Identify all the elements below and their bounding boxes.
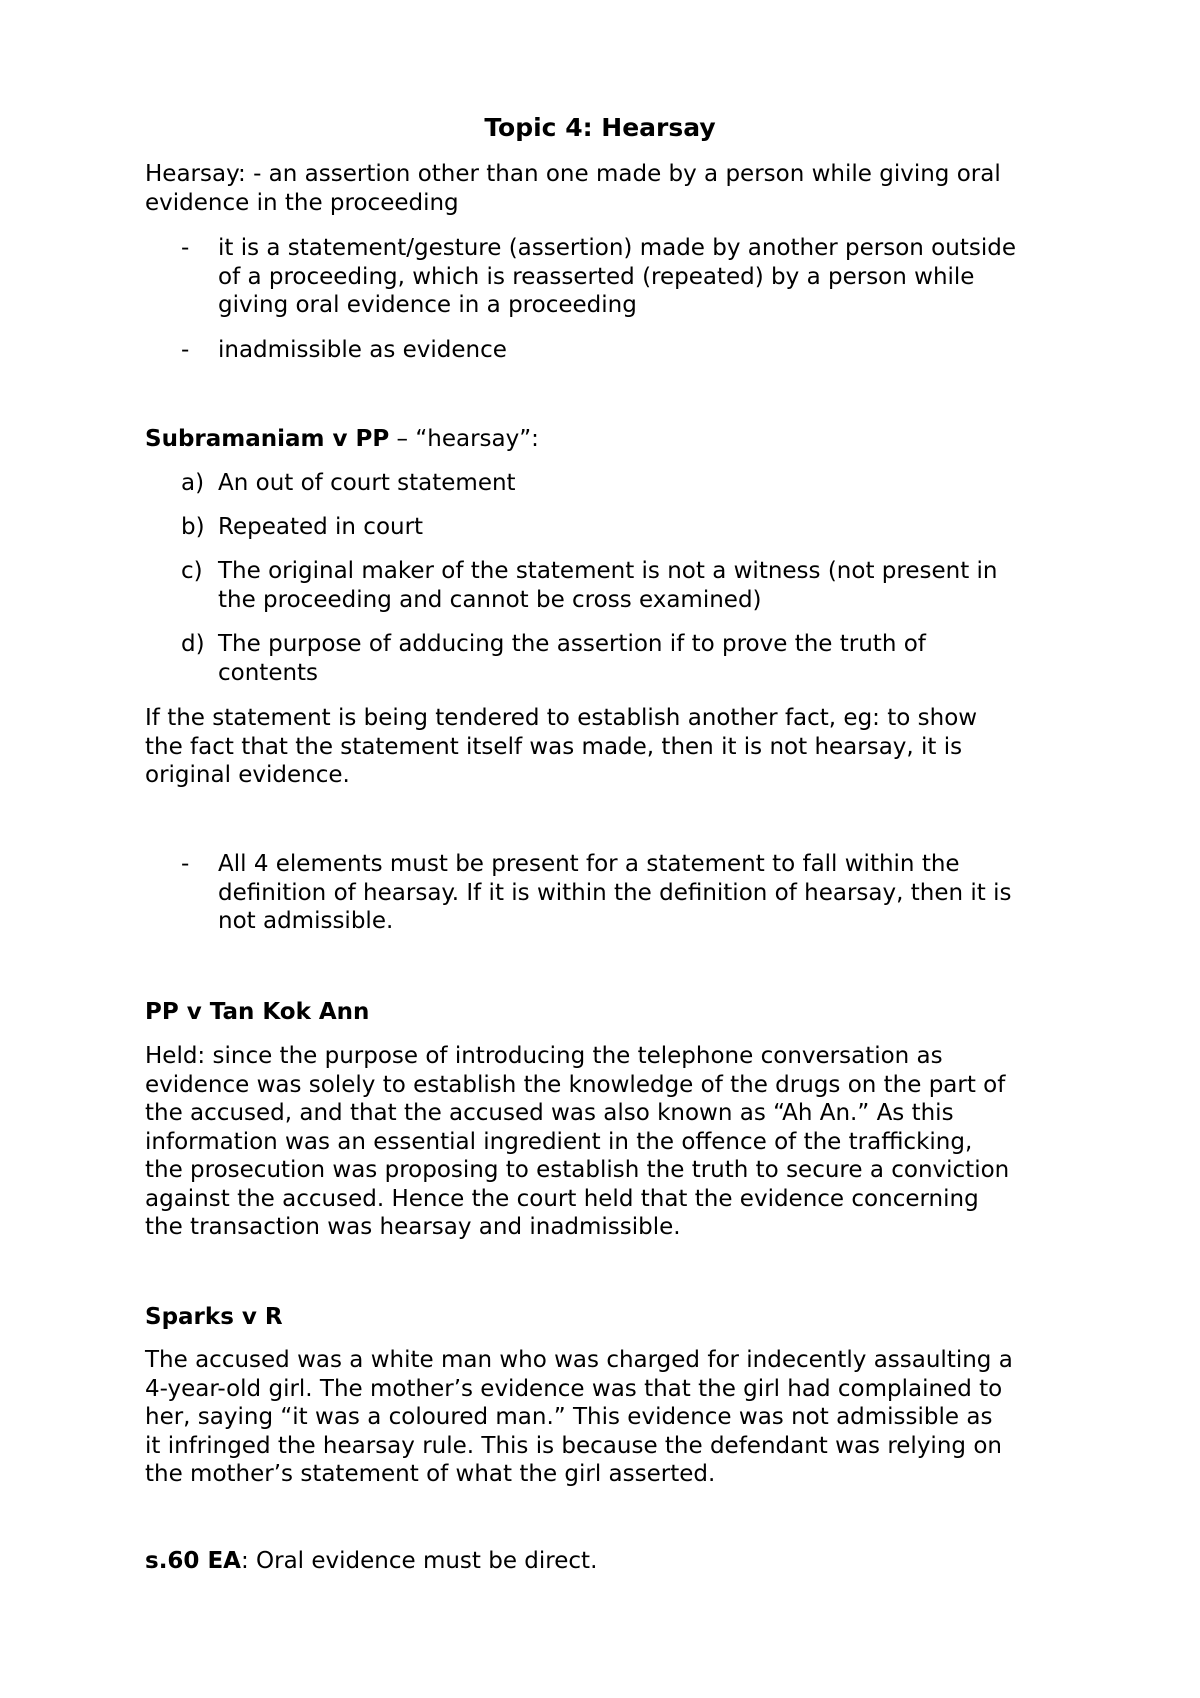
item-line: Repeated in court bbox=[218, 514, 424, 540]
section-label: s.60 EA bbox=[145, 1548, 241, 1574]
item-line: An out of court statement bbox=[218, 470, 516, 496]
item-line: The original maker of the statement is not a witness (not present in bbox=[218, 558, 998, 584]
definition-line: Hearsay: - an assertion other than one made by a person while giving oral bbox=[145, 161, 1001, 187]
item-line: the proceeding and cannot be cross examined) bbox=[218, 586, 762, 613]
subramaniam-heading bbox=[145, 425, 1085, 454]
bullet-line: it is a statement/gesture (assertion) made by another person outside bbox=[218, 235, 1016, 261]
paragraph-line: her, saying “it was a coloured man.” This evidence was not admissible as bbox=[145, 1404, 993, 1430]
s60-rule bbox=[145, 1547, 1085, 1576]
case-name: Sparks v R bbox=[145, 1304, 283, 1330]
paragraph-line: the transaction was hearsay and inadmissible. bbox=[145, 1214, 681, 1240]
bullet-line: definition of hearsay. If it is within the definition of hearsay, then it is bbox=[218, 879, 1012, 906]
bullet-marker: - bbox=[181, 337, 190, 363]
paragraph-line: evidence was solely to establish the knowledge of the drugs on the part of bbox=[145, 1071, 1006, 1098]
paragraph-line: it infringed the hearsay rule. This is because the defendant was relying on bbox=[145, 1432, 1002, 1459]
item-line: The purpose of adducing the assertion if to prove the truth of bbox=[218, 631, 926, 657]
section-text: : Oral evidence must be direct. bbox=[240, 1548, 598, 1574]
note-line: If the statement is being tendered to establish another fact, eg: to show bbox=[145, 705, 978, 731]
bullet-line: not admissible. bbox=[218, 908, 394, 934]
hearsay-definition bbox=[145, 160, 1085, 217]
bullet-marker: - bbox=[181, 235, 190, 261]
item-marker: c) bbox=[181, 558, 203, 584]
tan-kok-ann-heading bbox=[145, 998, 1085, 1027]
note-line: original evidence. bbox=[145, 762, 350, 788]
item-marker: b) bbox=[181, 514, 205, 540]
bullet-line: giving oral evidence in a proceeding bbox=[218, 292, 637, 318]
definition-line: evidence in the proceeding bbox=[145, 189, 459, 216]
paragraph-line: the mother’s statement of what the girl asserted. bbox=[145, 1461, 716, 1487]
sparks-body bbox=[145, 1346, 1085, 1489]
tan-kok-ann-body bbox=[145, 1042, 1085, 1242]
paragraph-line: information was an essential ingredient in the offence of the trafficking, bbox=[145, 1128, 973, 1155]
page-title: Topic 4: Hearsay bbox=[484, 113, 716, 142]
item-marker: a) bbox=[181, 470, 205, 496]
bullet-line: of a proceeding, which is reasserted (repeated) by a person while bbox=[218, 263, 975, 290]
subramaniam-note bbox=[145, 704, 1085, 790]
bullet-line: inadmissible as evidence bbox=[218, 337, 507, 363]
item-line: contents bbox=[218, 659, 319, 686]
item-marker: d) bbox=[181, 631, 205, 657]
bullet-line: All 4 elements must be present for a statement to fall within the bbox=[218, 851, 960, 877]
paragraph-line: The accused was a white man who was charged for indecently assaulting a bbox=[145, 1347, 1013, 1373]
note-line: the fact that the statement itself was made, then it is not hearsay, it is bbox=[145, 733, 963, 760]
paragraph-line: the prosecution was proposing to establish the truth to secure a conviction bbox=[145, 1157, 1010, 1183]
case-name: Subramaniam v PP bbox=[145, 426, 390, 452]
paragraph-line: the accused, and that the accused was also known as “Ah An.” As this bbox=[145, 1100, 954, 1126]
sparks-heading bbox=[145, 1303, 1085, 1332]
paragraph-line: Held: since the purpose of introducing the telephone conversation as bbox=[145, 1043, 943, 1069]
paragraph-line: against the accused. Hence the court held that the evidence concerning bbox=[145, 1185, 979, 1212]
paragraph-line: 4-year-old girl. The mother’s evidence was that the girl had complained to bbox=[145, 1375, 1003, 1402]
bullet-marker: - bbox=[181, 851, 190, 877]
case-heading-rest: – “hearsay”: bbox=[389, 426, 539, 452]
case-name: PP v Tan Kok Ann bbox=[145, 999, 370, 1025]
